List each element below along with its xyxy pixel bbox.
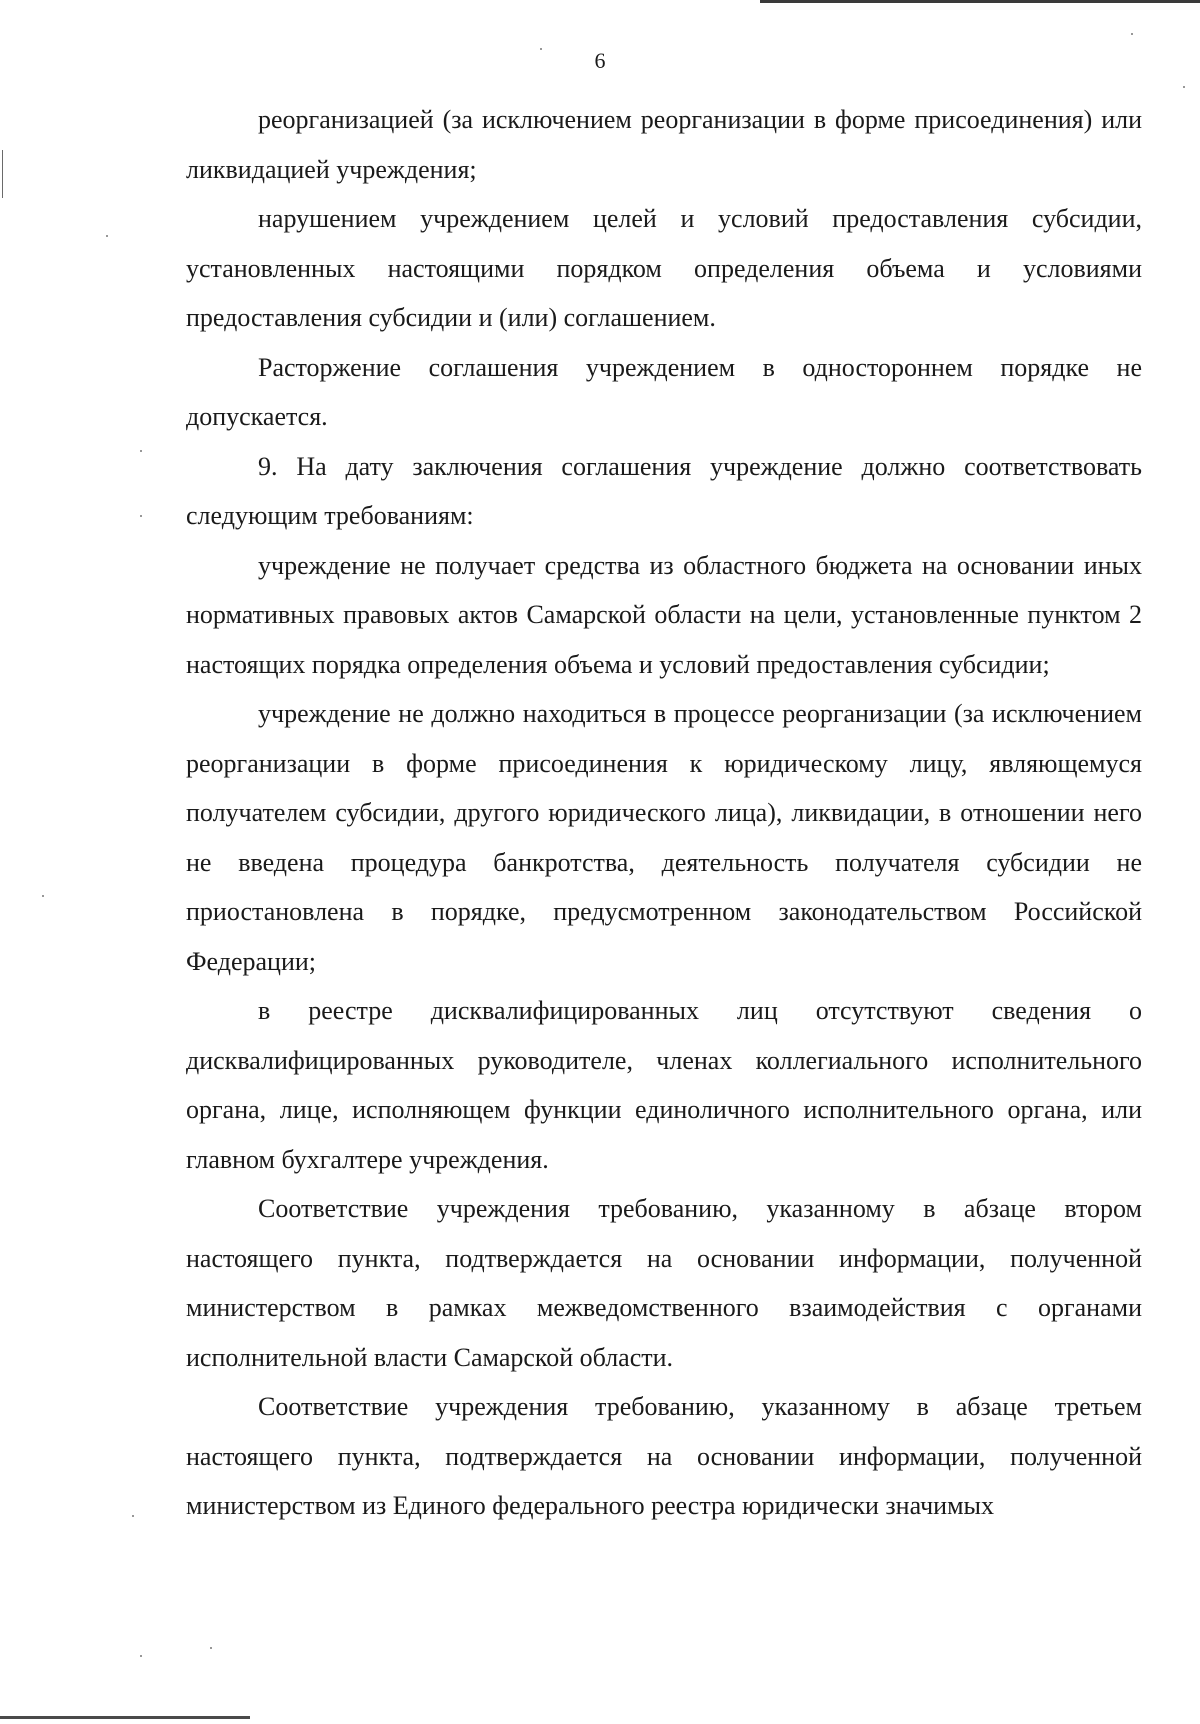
paragraph: в реестре дисквалифицированных лиц отсутствуют сведения о дисквалифицированных руководителе, членах коллегиального исполнительного органа, лице, исполняющем функции единоличного исполнительного органа, или главном бухгалтере учреждения. [186,996,1142,1174]
scan-speck [140,450,142,452]
scan-speck [1183,86,1185,88]
paragraph: нарушением учреждением целей и условий предоставления субсидии, установленных настоящими порядком определения объема и условиями предоставления субсидии и (или) соглашением. [186,204,1142,332]
scan-speck [132,1515,134,1517]
paragraph: Соответствие учреждения требованию, указанному в абзаце третьем настоящего пункта, подтверждается на основании информации, полученной министерством из Единого федерального реестра юридически значимых [186,1392,1142,1520]
scan-speck [210,1647,212,1649]
paragraph: 9. На дату заключения соглашения учреждение должно соответствовать следующим требованиям: [186,451,1142,530]
page-number: 6 [594,48,606,73]
scan-edge-top [760,0,1200,3]
paragraph: реорганизацией (за исключением реорганизации в форме присоединения) или ликвидацией учреждения; [186,105,1142,184]
paragraph: учреждение не получает средства из областного бюджета на основании иных нормативных правовых актов Самарской области на цели, установленные пунктом 2 настоящих порядка определения объема и условий предоставления субсидии; [186,550,1142,679]
scan-speck [1131,33,1133,35]
scan-speck [140,515,142,517]
scan-edge-bottom [0,1716,250,1719]
paragraph: Расторжение соглашения учреждением в одностороннем порядке не допускается. [186,352,1142,431]
paragraph: учреждение не должно находиться в процессе реорганизации (за исключением реорганизации в форме присоединения к юридическому лицу, являющемуся получателем субсидии, другого юридического лица), ликвидации, в отношении него не введена процедура банкротства, деятельность получателя субсидии не приостановлена в порядке, предусмотренном законодательством Российской Федерации; [186,699,1142,976]
scan-speck [106,235,108,237]
document-body [186,95,1142,1531]
paragraph: Соответствие учреждения требованию, указанному в абзаце втором настоящего пункта, подтверждается на основании информации, полученной министерством в рамках межведомственного взаимодействия с органами исполнительной власти Самарской области. [186,1194,1142,1372]
scan-speck [42,895,44,897]
scan-edge-left [2,150,3,198]
scan-speck [140,1655,142,1657]
